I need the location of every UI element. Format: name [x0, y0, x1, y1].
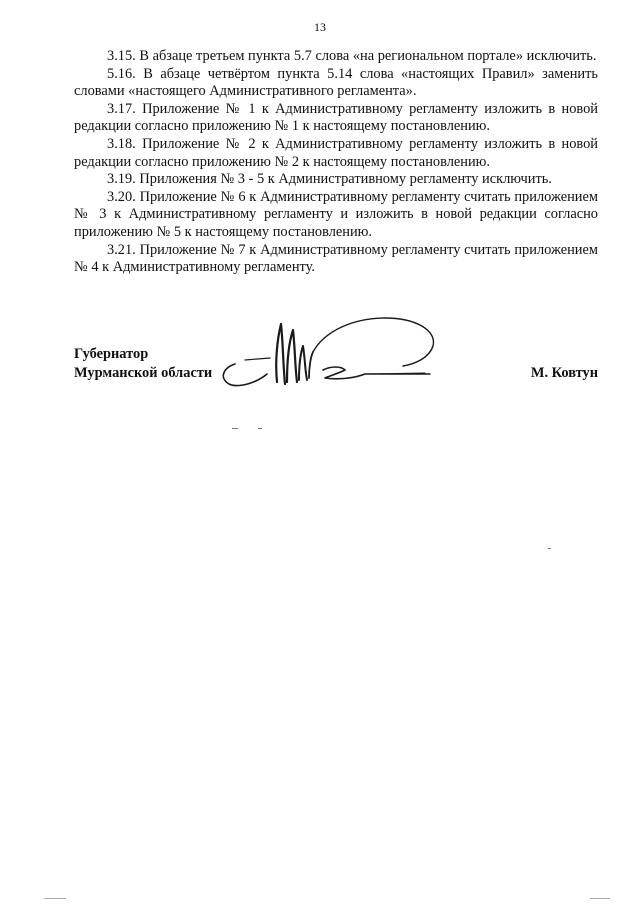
paragraph-3-15: 3.15. В абзаце третьем пункта 5.7 слова «на региональном портале» исключить.: [107, 48, 597, 64]
page-number: 13: [314, 20, 326, 34]
signature-block: [74, 345, 598, 405]
scan-mark: [44, 898, 66, 899]
scan-mark: [232, 428, 238, 429]
signatory-title: [74, 345, 212, 383]
paragraph-5-16: 5.16. В абзаце четвёртом пункта 5.14 слова «настоящих Правил» заменить словами «настоящего Административного регламента».: [74, 65, 598, 100]
paragraph-3-21: 3.21. Приложение № 7 к Административному регламенту считать приложением № 4 к Административному регламенту.: [74, 241, 598, 276]
paragraph-3-20: 3.20. Приложение № 6 к Административному регламенту считать приложением № 3 к Административному регламенту и изложить в новой редакции согласно приложению № 5 к настоящему постановлению.: [74, 188, 598, 240]
signatory-title-line2: Мурманской области: [74, 365, 213, 381]
paragraph-3-18: 3.18. Приложение № 2 к Административному регламенту изложить в новой редакции согласно приложению № 2 к настоящему постановлению.: [74, 135, 598, 170]
scan-mark: [258, 428, 262, 429]
scan-mark: [590, 898, 610, 899]
signatory-title-line1: Губернатор: [74, 346, 149, 362]
paragraph-3-17: 3.17. Приложение № 1 к Административному регламенту изложить в новой редакции согласно приложению № 1 к настоящему постановлению.: [74, 100, 598, 135]
document-body: [74, 48, 598, 277]
signatory-name: М. Ковтун: [530, 365, 598, 381]
paragraph-3-19: 3.19. Приложения № 3 - 5 к Административному регламенту исключить.: [107, 171, 552, 188]
scan-mark: [548, 548, 551, 549]
